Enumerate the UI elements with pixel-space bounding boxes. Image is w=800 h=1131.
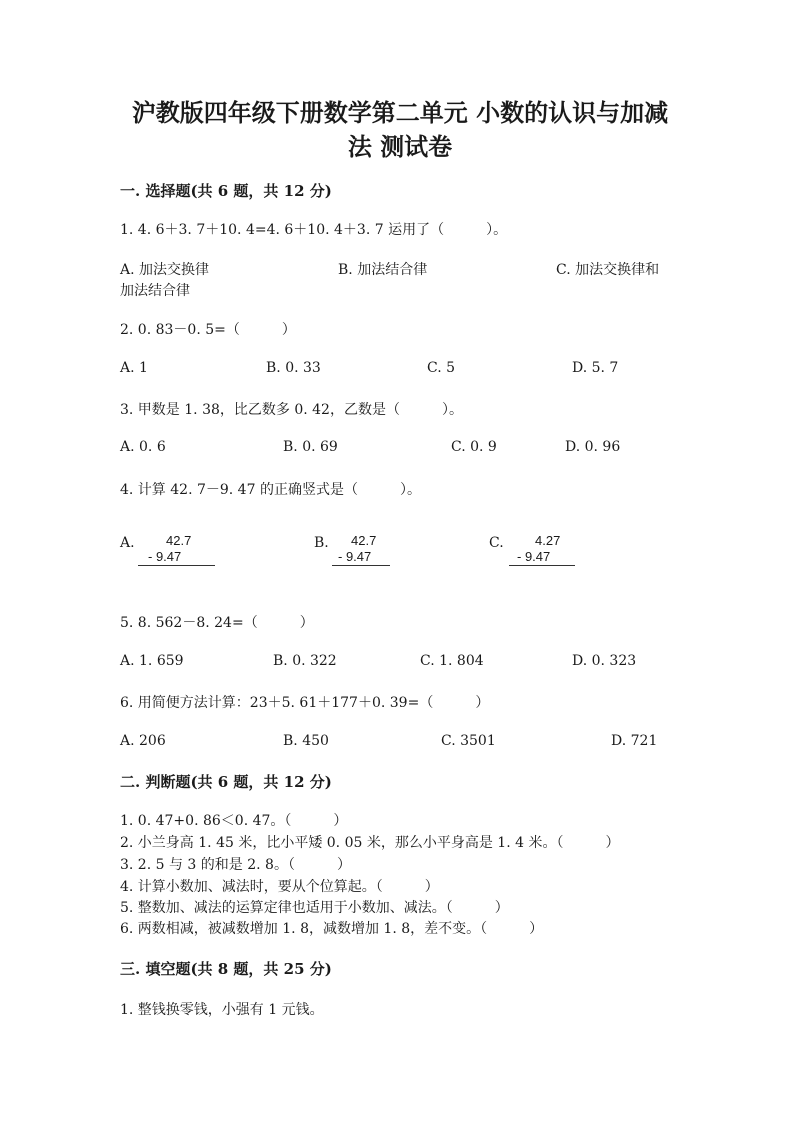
q2-option-b: B. 0. 33 <box>266 360 321 376</box>
q5-option-c: C. 1. 804 <box>420 653 484 669</box>
tf-item-1: 1. 0. 47+0. 86＜0. 47。（ ） <box>120 813 348 829</box>
q6-option-a: A. 206 <box>120 733 166 749</box>
q3-option-d: D. 0. 96 <box>565 439 621 455</box>
section-heading-true-false: 二. 判断题(共 6 题，共 12 分) <box>120 773 332 791</box>
q2-option-c: C. 5 <box>427 360 456 376</box>
q2-option-d: D. 5. 7 <box>572 360 619 376</box>
q4-option-b: B. <box>314 535 329 551</box>
question-3: 3. 甲数是 1. 38，比乙数多 0. 42，乙数是（ ）。 <box>120 402 463 418</box>
page-title-line-1: 沪教版四年级下册数学第二单元 小数的认识与加减 <box>131 98 669 127</box>
question-2: 2. 0. 83－0. 5=（ ） <box>120 322 296 338</box>
q3-option-c: C. 0. 9 <box>451 439 497 455</box>
q6-option-b: B. 450 <box>283 733 329 749</box>
q4-c-top-number: 4.27 <box>535 533 561 548</box>
q4-c-bottom-number: - 9.47 <box>517 549 551 564</box>
tf-item-6: 6. 两数相减，被减数增加 1. 8，减数增加 1. 8，差不变。（ ） <box>120 921 544 937</box>
q4-b-top-number: 42.7 <box>351 533 377 548</box>
q4-a-underline <box>138 565 215 566</box>
section-heading-choice: 一. 选择题(共 6 题，共 12 分) <box>120 182 332 200</box>
q4-option-b-vertical-calc <box>332 533 412 567</box>
q4-option-c-vertical-calc <box>509 533 589 567</box>
q4-option-a: A. <box>120 535 135 551</box>
q4-option-c: C. <box>489 535 504 551</box>
q4-c-underline <box>509 565 575 566</box>
q5-option-d: D. 0. 323 <box>572 653 637 669</box>
q5-option-a: A. 1. 659 <box>120 653 184 669</box>
question-6: 6. 用简便方法计算：23＋5. 61＋177＋0. 39=（ ） <box>120 695 490 711</box>
q3-option-a: A. 0. 6 <box>120 439 166 455</box>
q4-a-top-number: 42.7 <box>166 533 192 548</box>
q3-option-b: B. 0. 69 <box>283 439 338 455</box>
page-title-line-2: 法 测试卷 <box>347 132 453 161</box>
tf-item-5: 5. 整数加、减法的运算定律也适用于小数加、减法。（ ） <box>120 900 509 916</box>
q4-option-a-vertical-calc <box>138 533 218 567</box>
tf-item-4: 4. 计算小数加、减法时，要从个位算起。（ ） <box>120 879 439 895</box>
q5-option-b: B. 0. 322 <box>273 653 337 669</box>
q1-option-c: C. 加法交换律和 <box>556 262 660 278</box>
question-5: 5. 8. 562－8. 24=（ ） <box>120 615 314 631</box>
q6-option-d: D. 721 <box>611 733 658 749</box>
q2-option-a: A. 1 <box>120 360 148 376</box>
tf-item-3: 3. 2. 5 与 3 的和是 2. 8。（ ） <box>120 857 351 873</box>
fill-question-1: 1. 整钱换零钱，小强有 1 元钱。 <box>120 1002 324 1018</box>
q4-a-bottom-number: - 9.47 <box>148 549 182 564</box>
q4-b-underline <box>332 565 390 566</box>
question-4: 4. 计算 42. 7－9. 47 的正确竖式是（ ）。 <box>120 482 421 498</box>
question-1: 1. 4. 6＋3. 7＋10. 4=4. 6＋10. 4＋3. 7 运用了（ ）。 <box>120 222 508 238</box>
tf-item-2: 2. 小兰身高 1. 45 米，比小平矮 0. 05 米，那么小平身高是 1. 4 米。（ ） <box>120 835 620 851</box>
q4-b-bottom-number: - 9.47 <box>338 549 372 564</box>
q1-option-a: A. 加法交换律 <box>120 262 210 278</box>
section-heading-fill-in: 三. 填空题(共 8 题，共 25 分) <box>120 960 332 978</box>
q1-option-b: B. 加法结合律 <box>338 262 428 278</box>
q6-option-c: C. 3501 <box>441 733 496 749</box>
q1-option-c-cont: 加法结合律 <box>120 283 190 299</box>
